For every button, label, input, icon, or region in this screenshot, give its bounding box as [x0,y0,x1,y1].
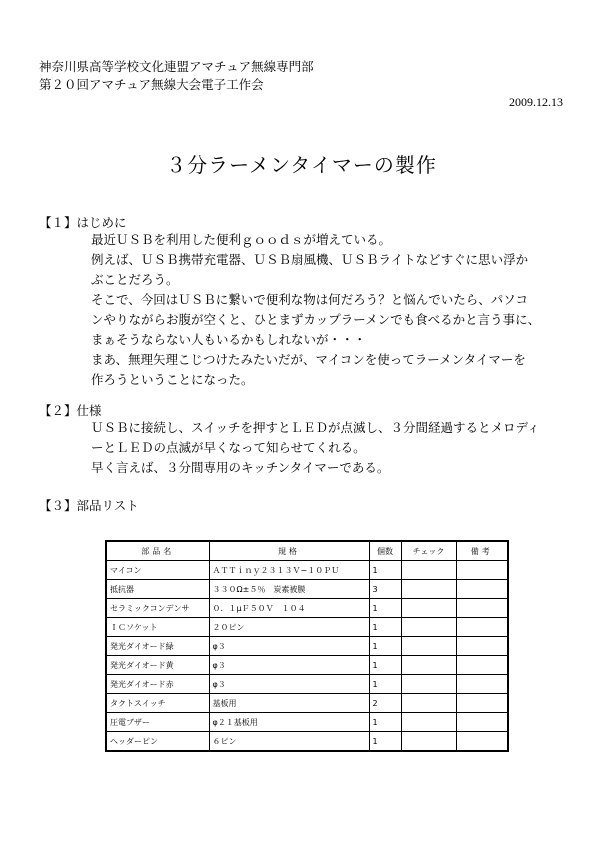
cell-part: マイコン [106,561,209,580]
table-row [106,694,508,713]
parts-table [105,540,509,752]
cell-qty: 1 [369,618,401,637]
table-row [106,580,508,599]
cell-spec: φ３ [209,637,369,656]
cell-check [401,694,456,713]
header-check: チェック [401,541,456,561]
paragraph-line: ーとＬＥＤの点滅が早くなって知らせてくれる。 [91,440,366,455]
cell-qty: 1 [369,561,401,580]
cell-qty: 1 [369,637,401,656]
table-row [106,599,508,618]
header-part-name: 部品名 [106,541,209,561]
cell-part: タクトスイッチ [106,694,209,713]
cell-check [401,656,456,675]
cell-check [401,580,456,599]
cell-notes [456,656,508,675]
table-row [106,675,508,694]
header-quantity: 個数 [369,541,401,561]
cell-part: 発光ダイオード黄 [106,656,209,675]
cell-check [401,732,456,752]
cell-notes [456,599,508,618]
section-body-intro [91,230,540,390]
cell-spec: ６ピン [209,732,369,752]
cell-notes [456,694,508,713]
cell-part: ＩＣソケット [106,618,209,637]
section-body-spec [91,418,540,478]
cell-part: 抵抗器 [106,580,209,599]
cell-spec: ０．１μＦ５０Ｖ １０４ [209,599,369,618]
cell-qty: 1 [369,732,401,752]
cell-notes [456,675,508,694]
cell-check [401,637,456,656]
org-line-2: 第２０回アマチュア無線大会電子工作会 [39,77,264,92]
header-notes: 備考 [456,541,508,561]
table-row [106,713,508,732]
org-line-1: 神奈川県高等学校文化連盟アマチュア無線専門部 [39,59,314,74]
header-spec: 規格 [209,541,369,561]
cell-notes [456,713,508,732]
cell-spec: ３３０Ω±５％ 炭素被膜 [209,580,369,599]
cell-spec: φ３ [209,656,369,675]
cell-qty: 1 [369,599,401,618]
cell-qty: 3 [369,580,401,599]
table-row [106,637,508,656]
cell-notes [456,637,508,656]
paragraph-line: 最近ＵＳＢを利用した便利ｇｏｏｄｓが増えている。 [91,232,392,247]
cell-part: ヘッダーピン [106,732,209,752]
paragraph-line: ＵＳＢに接続し、スイッチを押すとＬＥＤが点滅し、３分間経過するとメロディ [91,420,540,435]
paragraph-line: 早く言えば、３分間専用のキッチンタイマーである。 [91,460,390,475]
table-row [106,561,508,580]
cell-check [401,599,456,618]
section-heading-spec: 【２】仕様 [39,403,102,418]
paragraph-line: ンやりながらお腹が空くと、ひとまずカップラーメンでも食べるかと言う事に、 [91,312,541,327]
cell-spec: ２０ピン [209,618,369,637]
cell-check [401,618,456,637]
cell-spec: ＡＴＴｉｎｙ２３１３Ｖ−１０ＰＵ [209,561,369,580]
document-date: 2009.12.13 [509,95,563,109]
document-title: ３分ラーメンタイマーの製作 [166,153,437,177]
table-row [106,618,508,637]
cell-part: 発光ダイオード赤 [106,675,209,694]
cell-part: セラミックコンデンサ [106,599,209,618]
cell-part: 圧電ブザー [106,713,209,732]
cell-check [401,561,456,580]
paragraph-line: まぁそうならない人もいるかもしれないが・・・ [91,332,367,347]
cell-qty: 1 [369,713,401,732]
section-heading-intro: 【１】はじめに [39,215,127,230]
paragraph-line: まあ、無理矢理こじつけたみたいだが、マイコンを使ってラーメンタイマーを [91,352,526,367]
cell-qty: 1 [369,656,401,675]
cell-part: 発光ダイオード緑 [106,637,209,656]
table-row [106,656,508,675]
section-heading-parts: 【３】部品リスト [39,498,139,513]
cell-check [401,713,456,732]
cell-check [401,675,456,694]
paragraph-line: 作ろうということになった。 [91,372,254,387]
cell-notes [456,561,508,580]
table-row [106,732,508,752]
paragraph-line: 例えば、ＵＳＢ携帯充電器、ＵＳＢ扇風機、ＵＳＢライトなどすぐに思い浮か [91,252,529,267]
paragraph-line: ぶことだろう。 [91,272,179,287]
table-header-row [106,541,508,561]
cell-spec: φ３ [209,675,369,694]
cell-notes [456,580,508,599]
cell-notes [456,732,508,752]
cell-spec: φ２１基板用 [209,713,369,732]
cell-spec: 基板用 [209,694,369,713]
cell-qty: 1 [369,675,401,694]
paragraph-line: そこで、今回はＵＳＢに繋いで便利な物は何だろう？と悩んでいたら、パソコ [91,292,529,307]
cell-qty: 2 [369,694,401,713]
cell-notes [456,618,508,637]
